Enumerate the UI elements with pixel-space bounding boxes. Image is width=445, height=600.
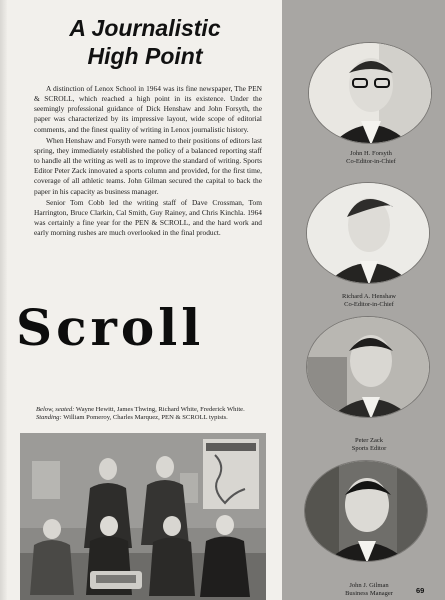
headline-line-1: A Journalistic <box>69 15 221 41</box>
group-photo <box>20 433 266 600</box>
portrait-gilman <box>304 460 428 562</box>
portrait-henshaw <box>306 182 430 284</box>
portrait-forsyth-image <box>309 43 432 144</box>
portrait-caption-henshaw <box>294 293 444 309</box>
page-number: 69 <box>416 586 425 595</box>
scroll-masthead-logo: Scroll <box>16 298 205 357</box>
caption-standing-label: Standing: <box>36 414 62 422</box>
caption-standing-names: William Pomeroy, Charles Marquez, PEN & SCROLL typists. <box>63 414 228 422</box>
portrait-caption-forsyth <box>296 150 445 166</box>
portrait-role-henshaw: Co-Editor-in-Chief <box>344 301 394 309</box>
portrait-role-forsyth: Co-Editor-in-Chief <box>346 158 396 166</box>
portrait-name-gilman: John J. Gilman <box>349 582 389 589</box>
portrait-henshaw-image <box>307 183 430 284</box>
caption-seated-names: Wayne Hewitt, James Thwing, Richard White, Frederick White. <box>75 406 245 413</box>
portrait-role-gilman: Business Manager <box>345 590 393 598</box>
article-headline <box>10 14 280 70</box>
portrait-role-zack: Sports Editor <box>351 445 387 453</box>
headline-line-2: High Point <box>87 43 203 69</box>
portrait-zack-image <box>307 317 430 418</box>
page-edge <box>0 0 7 600</box>
article-paragraph-1: A distinction of Lenox School in 1964 was its fine newspaper, The PEN & SCROLL, which reached a high point in its existence. Under the seemingly professional guidance of Dick Henshaw and John Forsyth, the paper was characterized by its impressive layout, wide scope of editorial comments, and the finest quality of writing in Lenox journalistic history. <box>34 84 262 134</box>
portrait-gilman-image <box>305 461 428 562</box>
article-paragraph-2: When Henshaw and Forsyth were named to their positions of editors last spring, they immediately established the policy of a balanced reporting staff to handle all the writing as well as to improve the standard of writing. Sports Editor Peter Zack innovated a sports column and provided, for the first time, coverage of all athletic teams. John Gilman secured the capital to back the paper in his capacity as business manager. <box>34 135 262 196</box>
portrait-zack <box>306 316 430 418</box>
portrait-caption-zack <box>294 437 444 453</box>
article-body <box>34 84 262 238</box>
article-paragraph-3: Senior Tom Cobb led the writing staff of Dave Crossman, Tom Harrington, Bruce Clarkin, Cal Smith, Guy Rainey, and Chris Kinchla. 1964 was certainly a fine year for the PEN & SCROLL, and the hard work and early morning rushes are much overlooked in the final product. <box>34 197 262 238</box>
portrait-name-zack: Peter Zack <box>355 437 383 444</box>
portrait-name-forsyth: John H. Forsyth <box>350 150 392 157</box>
portrait-forsyth <box>308 42 432 144</box>
group-photo-caption <box>36 406 260 423</box>
caption-below-label: Below, seated: <box>36 406 75 413</box>
portrait-name-henshaw: Richard A. Henshaw <box>342 293 396 300</box>
group-photo-image <box>20 433 266 600</box>
